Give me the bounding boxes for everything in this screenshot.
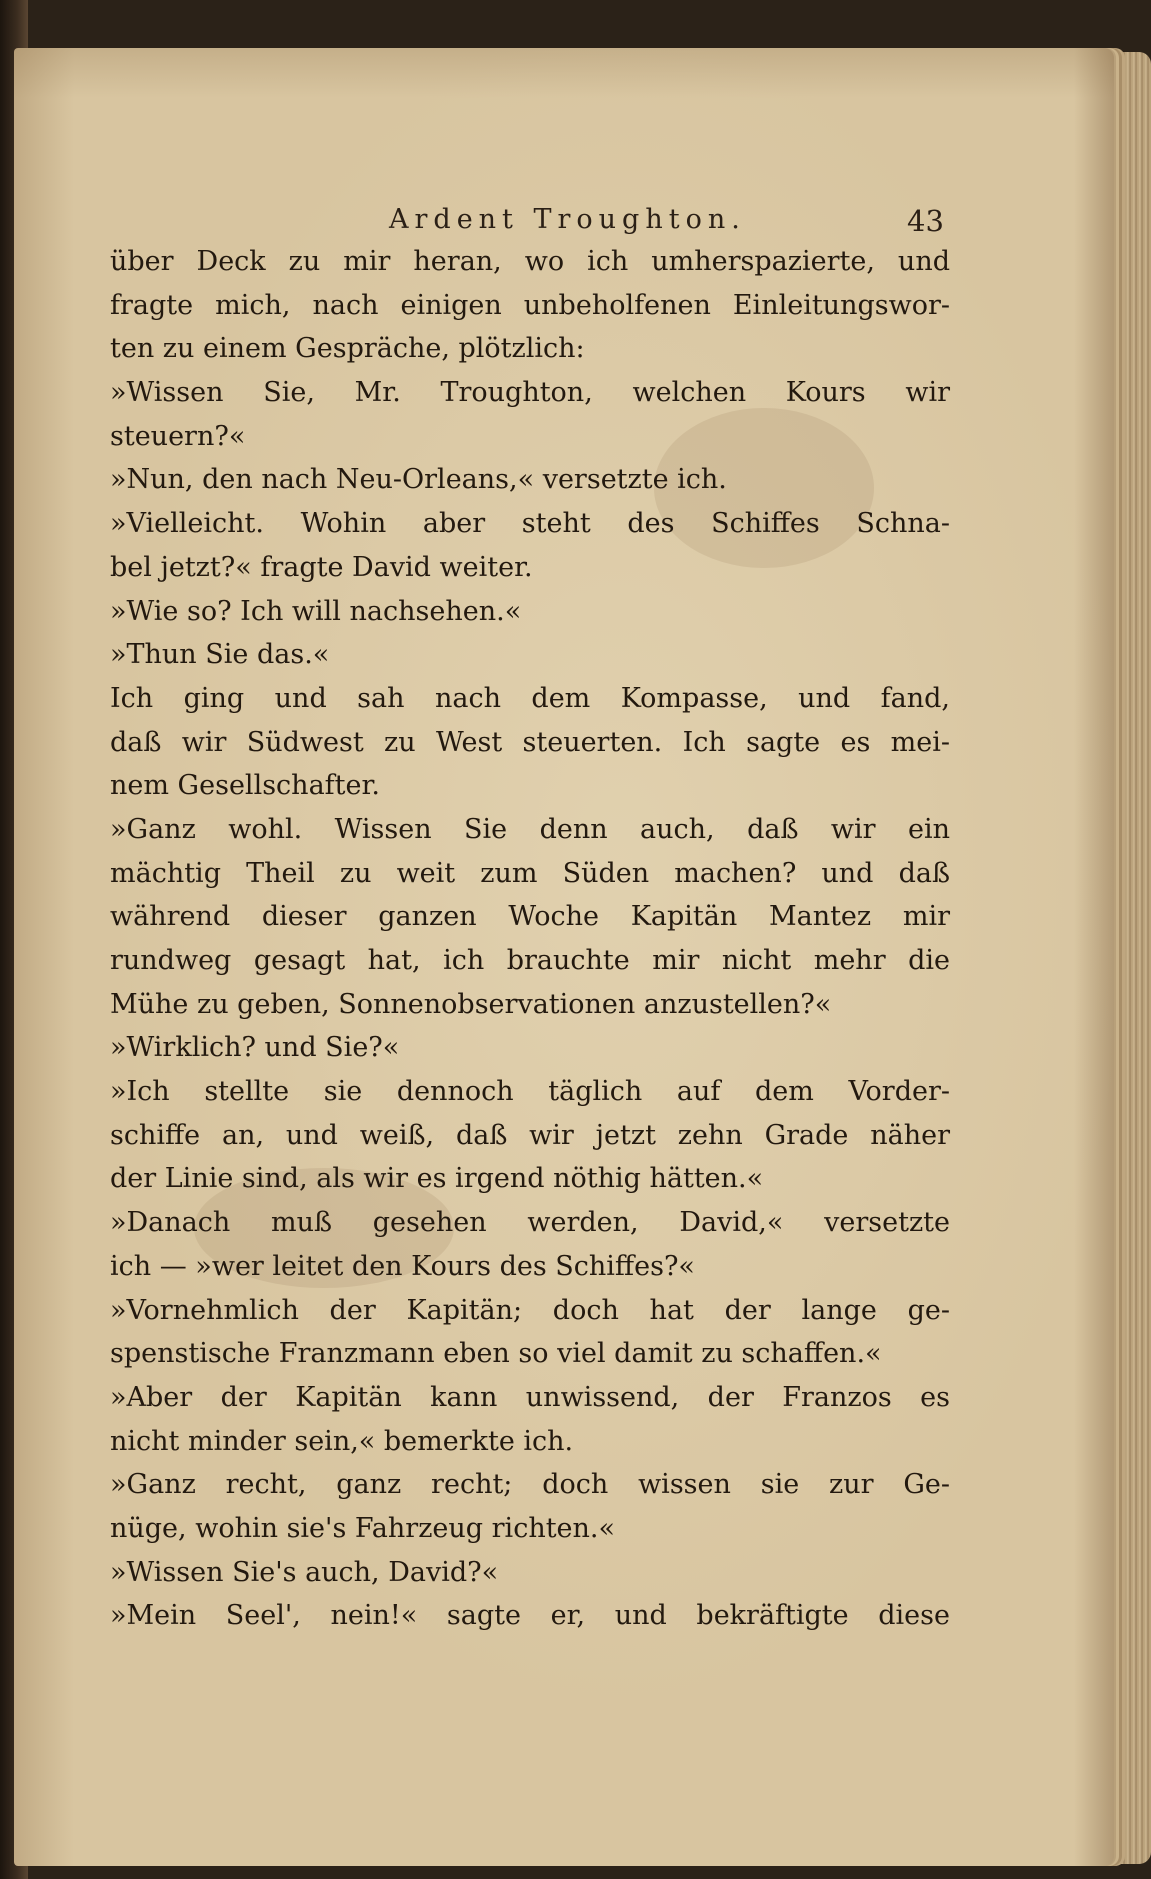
text-line: »Thun Sie das.« — [110, 639, 330, 671]
text-line: spenstische Franzmann eben so viel damit zu schaffen.« — [110, 1338, 882, 1370]
text-line: fragte mich, nach einigen unbeholfenen Einleitungswor- — [110, 289, 950, 321]
page-header — [14, 204, 1114, 244]
text-line: »Mein Seel', nein!« sagte er, und bekräftigte diese — [110, 1600, 950, 1632]
text-line: steuern?« — [110, 420, 246, 452]
text-line: nem Gesellschafter. — [110, 770, 381, 802]
text-line: »Wie so? Ich will nachsehen.« — [110, 595, 522, 627]
text-line: über Deck zu mir heran, wo ich umherspazierte, und — [110, 246, 950, 277]
text-line: Mühe zu geben, Sonnenobservationen anzustellen?« — [110, 988, 832, 1020]
text-line: »Vornehmlich der Kapitän; doch hat der lange ge- — [110, 1294, 950, 1326]
text-line: »Ganz wohl. Wissen Sie denn auch, daß wir ein — [110, 813, 950, 845]
text-line: »Wissen Sie, Mr. Troughton, welchen Kours wir — [110, 377, 950, 409]
text-line: »Wirklich? und Sie?« — [110, 1032, 400, 1064]
text-line: bel jetzt?« fragte David weiter. — [110, 551, 533, 583]
text-line: ich — »wer leitet den Kours des Schiffes?« — [110, 1250, 695, 1282]
text-line: mächtig Theil zu weit zum Süden machen? und daß — [110, 857, 950, 889]
page-edges — [1114, 52, 1151, 1864]
text-line: der Linie sind, als wir es irgend nöthig hätten.« — [110, 1163, 764, 1195]
body-text — [110, 240, 950, 1638]
text-line: ten zu einem Gespräche, plötzlich: — [110, 333, 585, 365]
text-line: rundweg gesagt hat, ich brauchte mir nicht mehr die — [110, 945, 950, 976]
text-line: nicht minder sein,« bemerkte ich. — [110, 1425, 574, 1457]
text-line: während dieser ganzen Woche Kapitän Mantez mir — [110, 901, 950, 933]
book-page — [14, 48, 1114, 1866]
text-line: »Wissen Sie's auch, David?« — [110, 1556, 499, 1588]
text-line: daß wir Südwest zu West steuerten. Ich sagte es mei- — [110, 726, 950, 758]
text-line: »Ganz recht, ganz recht; doch wissen sie zur Ge- — [110, 1469, 950, 1501]
text-line: »Vielleicht. Wohin aber steht des Schiffes Schna- — [110, 508, 950, 540]
text-line: Ich ging und sah nach dem Kompasse, und fand, — [110, 682, 950, 714]
text-line: »Nun, den nach Neu-Orleans,« versetzte ich. — [110, 464, 727, 496]
text-line: »Ich stellte sie dennoch täglich auf dem Vorder- — [110, 1076, 950, 1108]
text-line: »Danach muß gesehen werden, David,« versetzte — [110, 1207, 950, 1239]
running-title: Ardent Troughton. — [389, 204, 746, 235]
text-line: schiffe an, und weiß, daß wir jetzt zehn Grade näher — [110, 1119, 950, 1151]
text-line: »Aber der Kapitän kann unwissend, der Franzos es — [110, 1381, 950, 1413]
page-number: 43 — [907, 204, 944, 238]
text-line: nüge, wohin sie's Fahrzeug richten.« — [110, 1512, 616, 1544]
